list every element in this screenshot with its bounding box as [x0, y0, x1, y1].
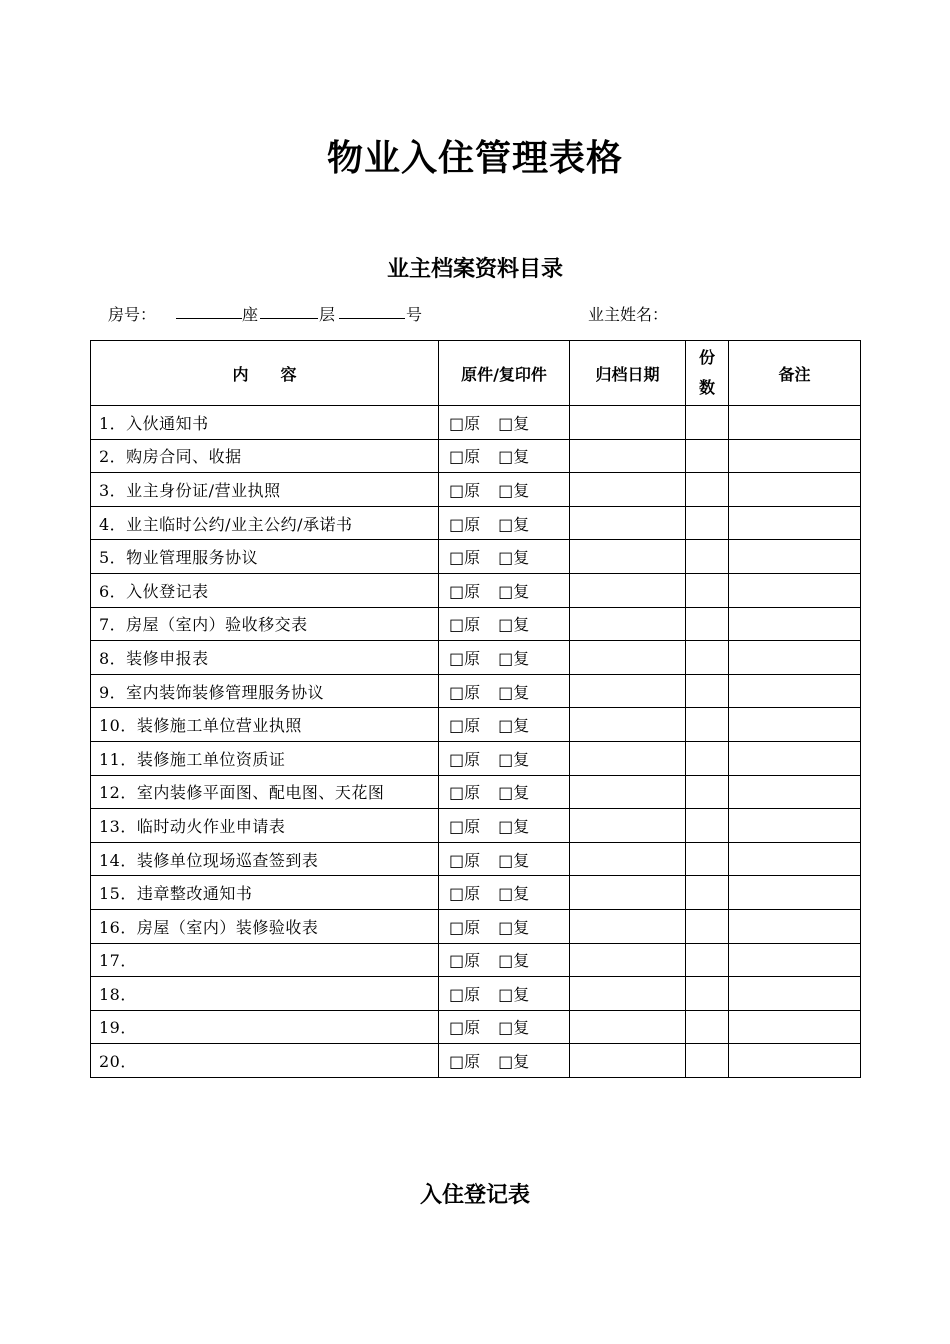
- row-copies-cell[interactable]: [686, 540, 729, 574]
- row-content: 5．物业管理服务协议: [91, 540, 439, 574]
- room-label: 房号：: [108, 305, 157, 324]
- copy-checkbox[interactable]: □复: [498, 548, 530, 568]
- original-checkbox[interactable]: □原: [449, 480, 481, 500]
- number-field[interactable]: [339, 302, 405, 323]
- header-copies: [686, 341, 729, 406]
- copy-checkbox[interactable]: □复: [498, 1018, 530, 1038]
- block-field[interactable]: [176, 302, 242, 323]
- row-copies-cell[interactable]: [686, 876, 729, 910]
- row-original-copy-checks: [439, 506, 570, 540]
- row-original-copy-checks: [439, 876, 570, 910]
- row-original-copy-checks: [439, 1044, 570, 1078]
- copy-checkbox[interactable]: □复: [498, 917, 530, 937]
- original-checkbox[interactable]: □原: [449, 682, 481, 702]
- row-original-copy-checks: [439, 809, 570, 843]
- row-original-copy-checks: [439, 977, 570, 1011]
- row-notes-cell[interactable]: [729, 876, 861, 910]
- row-archive-date-cell[interactable]: [570, 540, 686, 574]
- row-content: 11．装修施工单位资质证: [91, 741, 439, 775]
- row-original-copy-checks: [439, 943, 570, 977]
- original-checkbox[interactable]: □原: [449, 615, 481, 635]
- table-row: [91, 540, 861, 574]
- row-archive-date-cell[interactable]: [570, 473, 686, 507]
- row-content: 12．室内装修平面图、配电图、天花图: [91, 775, 439, 809]
- row-copies-cell[interactable]: [686, 1044, 729, 1078]
- row-content: 17．: [91, 943, 439, 977]
- header-content: 内 容: [91, 341, 439, 406]
- row-original-copy-checks: [439, 607, 570, 641]
- row-notes-cell[interactable]: [729, 842, 861, 876]
- row-copies-cell[interactable]: [686, 573, 729, 607]
- table-row: [91, 607, 861, 641]
- row-content: 1．入伙通知书: [91, 406, 439, 440]
- copy-checkbox[interactable]: □复: [498, 850, 530, 870]
- original-checkbox[interactable]: □原: [449, 884, 481, 904]
- table-row: [91, 876, 861, 910]
- copy-checkbox[interactable]: □复: [498, 749, 530, 769]
- block-label: 座: [242, 305, 259, 324]
- copy-checkbox[interactable]: □复: [498, 581, 530, 601]
- row-archive-date-cell[interactable]: [570, 977, 686, 1011]
- copy-checkbox[interactable]: □复: [498, 413, 530, 433]
- archive-table-body: [91, 406, 861, 1078]
- row-original-copy-checks: [439, 1010, 570, 1044]
- row-original-copy-checks: [439, 708, 570, 742]
- table-row: [91, 775, 861, 809]
- row-copies-cell[interactable]: [686, 708, 729, 742]
- copy-checkbox[interactable]: □复: [498, 716, 530, 736]
- row-copies-cell[interactable]: [686, 473, 729, 507]
- row-original-copy-checks: [439, 540, 570, 574]
- row-content: 4．业主临时公约/业主公约/承诺书: [91, 506, 439, 540]
- table-row: [91, 674, 861, 708]
- page-title: 物业入住管理表格: [326, 138, 623, 179]
- original-checkbox[interactable]: □原: [449, 1018, 481, 1038]
- row-original-copy-checks: [439, 741, 570, 775]
- table-row: [91, 708, 861, 742]
- row-content: 2．购房合同、收据: [91, 439, 439, 473]
- row-content: 9．室内装饰装修管理服务协议: [91, 674, 439, 708]
- row-archive-date-cell[interactable]: [570, 775, 686, 809]
- row-archive-date-cell[interactable]: [570, 708, 686, 742]
- copy-checkbox[interactable]: □复: [498, 615, 530, 635]
- copy-checkbox[interactable]: □复: [498, 682, 530, 702]
- original-checkbox[interactable]: □原: [449, 548, 481, 568]
- floor-label: 层: [319, 305, 336, 324]
- row-original-copy-checks: [439, 641, 570, 675]
- table-row: [91, 977, 861, 1011]
- row-original-copy-checks: [439, 909, 570, 943]
- row-notes-cell[interactable]: [729, 641, 861, 675]
- copy-checkbox[interactable]: □复: [498, 480, 530, 500]
- original-checkbox[interactable]: □原: [449, 648, 481, 668]
- row-copies-cell[interactable]: [686, 809, 729, 843]
- archive-table: [90, 340, 861, 1078]
- table-row: [91, 909, 861, 943]
- row-copies-cell[interactable]: [686, 943, 729, 977]
- row-content: 15．违章整改通知书: [91, 876, 439, 910]
- original-checkbox[interactable]: □原: [449, 514, 481, 534]
- row-notes-cell[interactable]: [729, 741, 861, 775]
- row-copies-cell[interactable]: [686, 775, 729, 809]
- row-notes-cell[interactable]: [729, 708, 861, 742]
- row-archive-date-cell[interactable]: [570, 943, 686, 977]
- row-archive-date-cell[interactable]: [570, 842, 686, 876]
- row-notes-cell[interactable]: [729, 943, 861, 977]
- row-original-copy-checks: [439, 473, 570, 507]
- row-original-copy-checks: [439, 775, 570, 809]
- row-notes-cell[interactable]: [729, 674, 861, 708]
- original-checkbox[interactable]: □原: [449, 816, 481, 836]
- row-content: 16．房屋（室内）装修验收表: [91, 909, 439, 943]
- row-notes-cell[interactable]: [729, 573, 861, 607]
- original-checkbox[interactable]: □原: [449, 783, 481, 803]
- row-notes-cell[interactable]: [729, 977, 861, 1011]
- row-notes-cell[interactable]: [729, 406, 861, 440]
- copy-checkbox[interactable]: □复: [498, 951, 530, 971]
- row-archive-date-cell[interactable]: [570, 1010, 686, 1044]
- row-copies-cell[interactable]: [686, 439, 729, 473]
- row-notes-cell[interactable]: [729, 607, 861, 641]
- row-notes-cell[interactable]: [729, 473, 861, 507]
- row-original-copy-checks: [439, 406, 570, 440]
- row-archive-date-cell[interactable]: [570, 809, 686, 843]
- original-checkbox[interactable]: □原: [449, 850, 481, 870]
- row-content: 3．业主身份证/营业执照: [91, 473, 439, 507]
- row-copies-cell[interactable]: [686, 977, 729, 1011]
- table-row: [91, 473, 861, 507]
- row-notes-cell[interactable]: [729, 909, 861, 943]
- row-copies-cell[interactable]: [686, 607, 729, 641]
- owner-name-label: 业主姓名：: [588, 305, 669, 324]
- row-copies-cell[interactable]: [686, 741, 729, 775]
- row-notes-cell[interactable]: [729, 775, 861, 809]
- table-row: [91, 1010, 861, 1044]
- row-content: 7．房屋（室内）验收移交表: [91, 607, 439, 641]
- row-notes-cell[interactable]: [729, 439, 861, 473]
- row-notes-cell[interactable]: [729, 809, 861, 843]
- number-label: 号: [406, 305, 423, 324]
- copy-checkbox[interactable]: □复: [498, 783, 530, 803]
- row-notes-cell[interactable]: [729, 1044, 861, 1078]
- registration-form-title: 入住登记表: [419, 1183, 530, 1208]
- table-row: [91, 1044, 861, 1078]
- row-content: 14．装修单位现场巡查签到表: [91, 842, 439, 876]
- row-content: 6．入伙登记表: [91, 573, 439, 607]
- header-original-copy: 原件/复印件: [439, 341, 570, 406]
- table-row: [91, 741, 861, 775]
- row-original-copy-checks: [439, 842, 570, 876]
- table-row: [91, 439, 861, 473]
- row-copies-cell[interactable]: [686, 909, 729, 943]
- row-archive-date-cell[interactable]: [570, 406, 686, 440]
- row-copies-cell[interactable]: [686, 406, 729, 440]
- row-content: 20．: [91, 1044, 439, 1078]
- row-notes-cell[interactable]: [729, 1010, 861, 1044]
- header-copies-text: 份 数: [698, 348, 715, 397]
- original-checkbox[interactable]: □原: [449, 917, 481, 937]
- copy-checkbox[interactable]: □复: [498, 1052, 530, 1072]
- row-archive-date-cell[interactable]: [570, 573, 686, 607]
- original-checkbox[interactable]: □原: [449, 1052, 481, 1072]
- copy-checkbox[interactable]: □复: [498, 648, 530, 668]
- table-row: [91, 943, 861, 977]
- original-checkbox[interactable]: □原: [449, 749, 481, 769]
- original-checkbox[interactable]: □原: [449, 447, 481, 467]
- table-row: [91, 506, 861, 540]
- row-original-copy-checks: [439, 573, 570, 607]
- original-checkbox[interactable]: □原: [449, 716, 481, 736]
- row-archive-date-cell[interactable]: [570, 741, 686, 775]
- row-copies-cell[interactable]: [686, 674, 729, 708]
- row-archive-date-cell[interactable]: [570, 607, 686, 641]
- row-content: 10．装修施工单位营业执照: [91, 708, 439, 742]
- row-archive-date-cell[interactable]: [570, 909, 686, 943]
- row-original-copy-checks: [439, 674, 570, 708]
- row-original-copy-checks: [439, 439, 570, 473]
- table-row: [91, 809, 861, 843]
- table-row: [91, 842, 861, 876]
- row-content: 8．装修申报表: [91, 641, 439, 675]
- copy-checkbox[interactable]: □复: [498, 447, 530, 467]
- owner-info-line: [108, 302, 868, 326]
- copy-checkbox[interactable]: □复: [498, 816, 530, 836]
- row-notes-cell[interactable]: [729, 506, 861, 540]
- table-row: [91, 406, 861, 440]
- row-archive-date-cell[interactable]: [570, 641, 686, 675]
- row-copies-cell[interactable]: [686, 641, 729, 675]
- original-checkbox[interactable]: □原: [449, 413, 481, 433]
- row-archive-date-cell[interactable]: [570, 876, 686, 910]
- row-archive-date-cell[interactable]: [570, 506, 686, 540]
- table-row: [91, 573, 861, 607]
- section-title: 业主档案资料目录: [386, 257, 563, 282]
- row-copies-cell[interactable]: [686, 1010, 729, 1044]
- row-archive-date-cell[interactable]: [570, 1044, 686, 1078]
- table-header-row: [91, 341, 861, 406]
- row-notes-cell[interactable]: [729, 540, 861, 574]
- copy-checkbox[interactable]: □复: [498, 984, 530, 1004]
- row-content: 13．临时动火作业申请表: [91, 809, 439, 843]
- row-content: 18．: [91, 977, 439, 1011]
- floor-field[interactable]: [260, 302, 318, 323]
- header-archive-date: 归档日期: [570, 341, 686, 406]
- original-checkbox[interactable]: □原: [449, 984, 481, 1004]
- copy-checkbox[interactable]: □复: [498, 514, 530, 534]
- row-archive-date-cell[interactable]: [570, 439, 686, 473]
- header-notes: 备注: [729, 341, 861, 406]
- copy-checkbox[interactable]: □复: [498, 884, 530, 904]
- table-row: [91, 641, 861, 675]
- original-checkbox[interactable]: □原: [449, 581, 481, 601]
- row-content: 19．: [91, 1010, 439, 1044]
- row-archive-date-cell[interactable]: [570, 674, 686, 708]
- row-copies-cell[interactable]: [686, 842, 729, 876]
- original-checkbox[interactable]: □原: [449, 951, 481, 971]
- row-copies-cell[interactable]: [686, 506, 729, 540]
